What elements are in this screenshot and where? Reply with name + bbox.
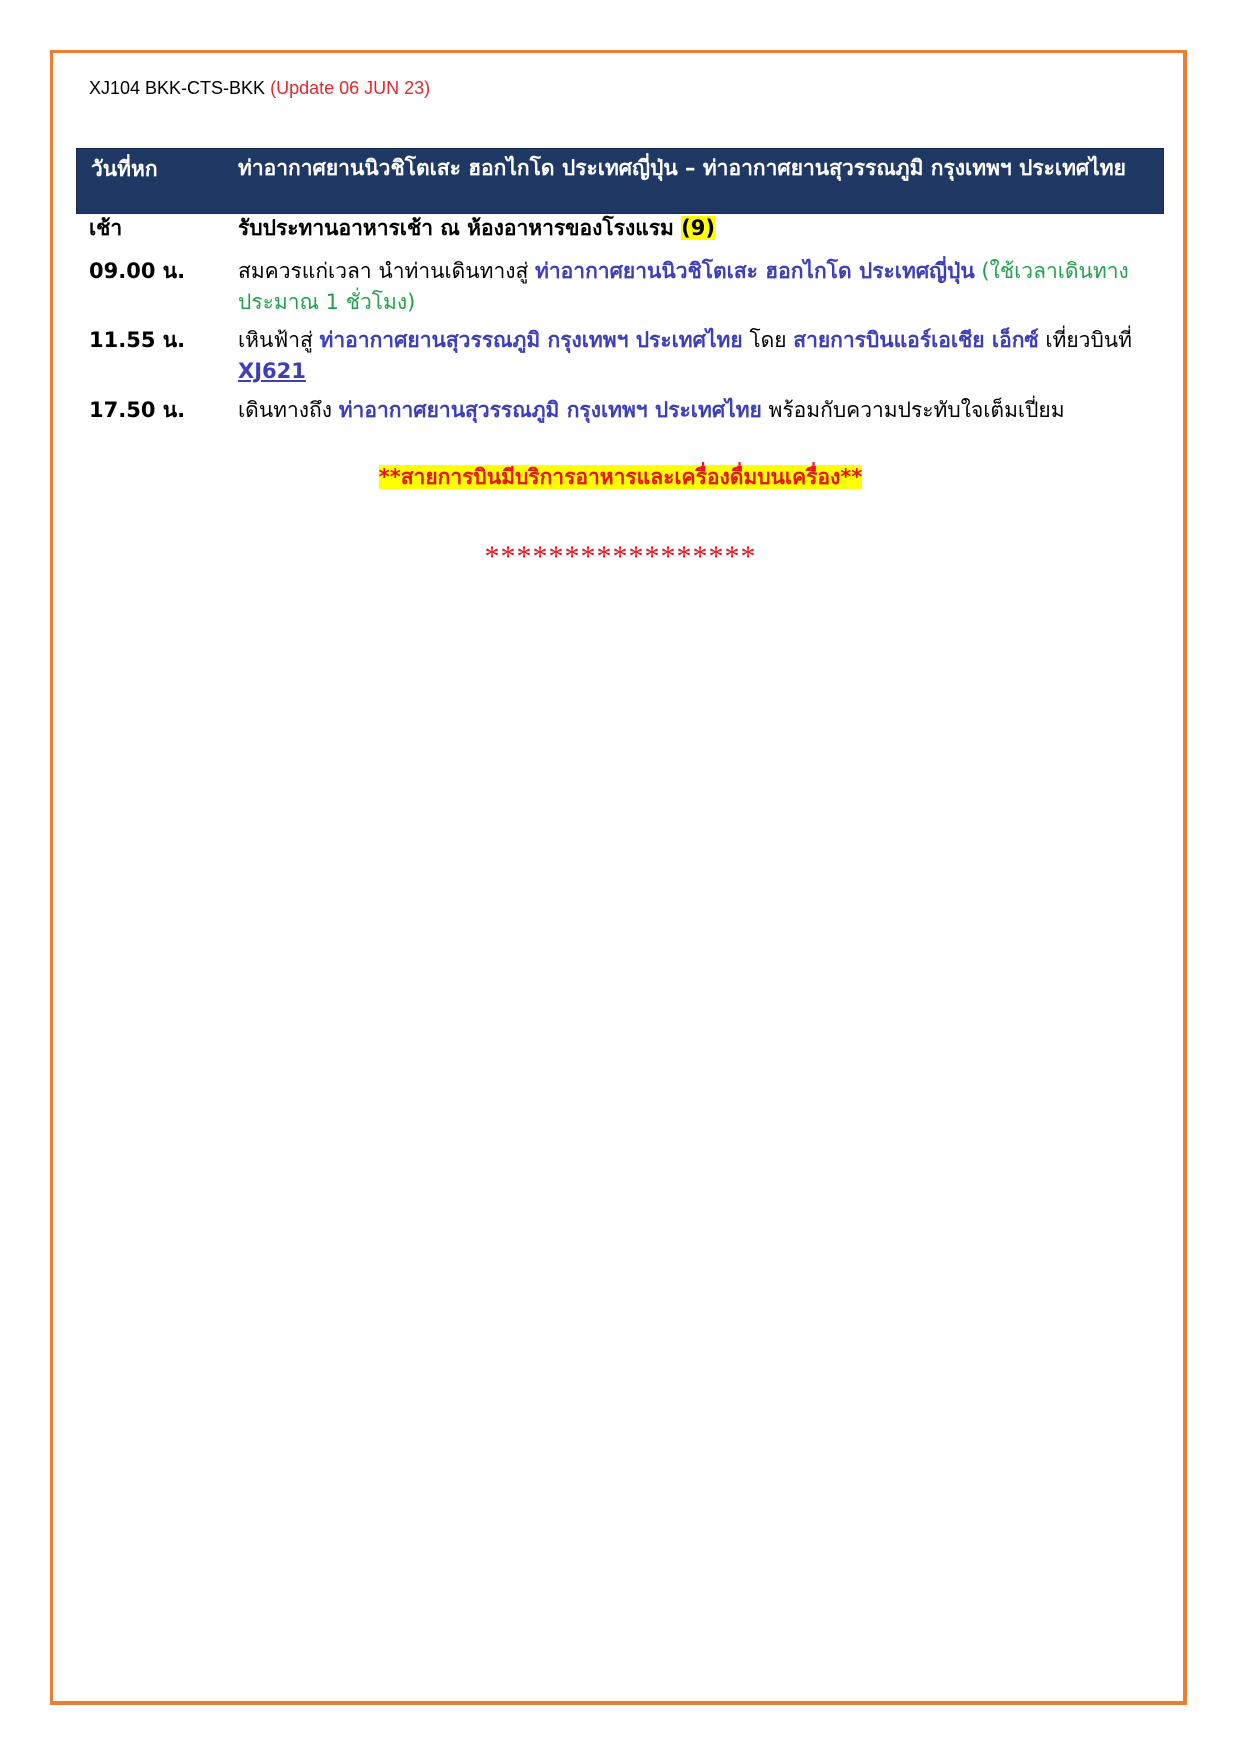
place-name: ท่าอากาศยานนิวชิโตเสะ ฮอกไกโด ประเทศญี่ปุ่น: [535, 259, 975, 283]
row-description: [238, 395, 1158, 426]
row-time: เช้า: [89, 216, 123, 240]
day-heading-bar: [76, 148, 1164, 214]
row-time: 17.50 น.: [89, 398, 186, 422]
update-date: (Update 06 JUN 23): [270, 78, 431, 98]
breakfast-text: รับประทานอาหารเช้า ณ ห้องอาหารของโรงแรม: [238, 216, 682, 240]
day-route-title: ท่าอากาศยานนิวชิโตเสะ ฮอกไกโด ประเทศญี่ปุ่น – ท่าอากาศยานสุวรรณภูมิ กรุงเทพฯ ประเทศไทย: [238, 156, 1126, 180]
flight-prefix: เที่ยวบินที่: [1038, 328, 1132, 352]
row-text: โดย: [742, 328, 794, 352]
meal-badge: (9): [681, 216, 715, 240]
row-text: เหินฟ้าสู่: [238, 328, 320, 352]
meal-service-note: [0, 461, 1241, 494]
duration-note: (ใช้เวลาเดินทางประมาณ 1 ชั่วโมง): [238, 259, 1129, 314]
row-description: [238, 325, 1158, 387]
row-description: [238, 213, 1158, 244]
place-name: ท่าอากาศยานสุวรรณภูมิ กรุงเทพฯ ประเทศไทย: [319, 328, 743, 352]
document-header: [89, 78, 430, 99]
row-time: 11.55 น.: [89, 328, 186, 352]
row-text: สมควรแก่เวลา นำท่านเดินทางสู่: [238, 259, 536, 283]
end-separator: *****************: [484, 540, 757, 573]
airline-name: สายการบินแอร์เอเชีย เอ็กซ์: [793, 328, 1039, 352]
row-description: [238, 256, 1158, 318]
flight-number-link[interactable]: XJ621: [238, 359, 306, 383]
row-time: 09.00 น.: [89, 259, 186, 283]
meal-service-text: **สายการบินมีบริการอาหารและเครื่องดื่มบนเครื่อง**: [378, 465, 863, 489]
day-label: วันที่หก: [91, 157, 158, 181]
tour-code: XJ104 BKK-CTS-BKK: [89, 78, 271, 98]
row-text: เดินทางถึง: [238, 398, 339, 422]
place-name: ท่าอากาศยานสุวรรณภูมิ กรุงเทพฯ ประเทศไทย: [338, 398, 762, 422]
row-text: พร้อมกับความประทับใจเต็มเปี่ยม: [761, 398, 1065, 422]
